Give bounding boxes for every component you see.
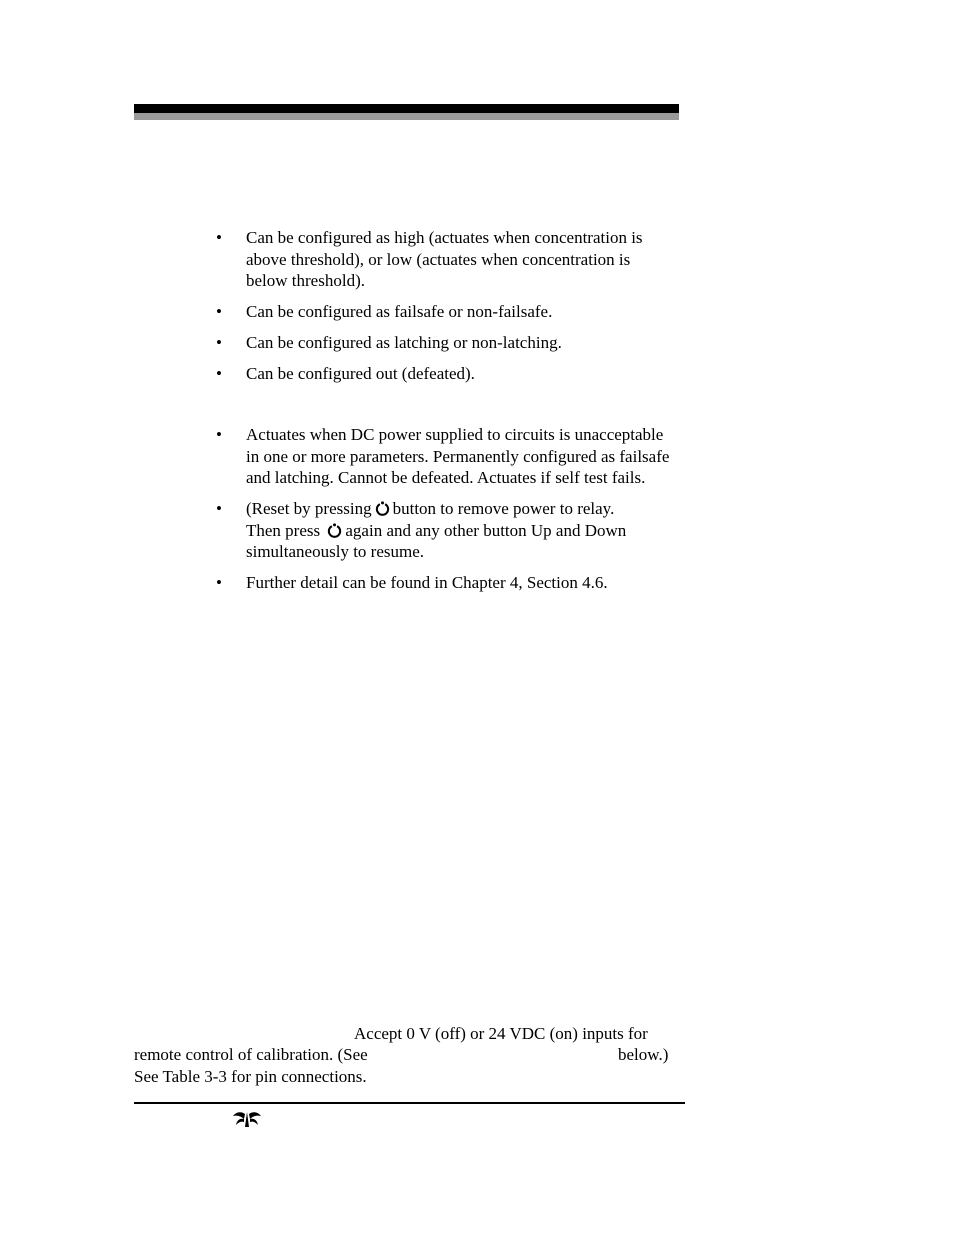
bullet: •	[216, 499, 222, 518]
remote-cal-line-2-start: remote control of calibration. (See	[134, 1045, 368, 1064]
list-item	[216, 301, 676, 323]
footer-rule	[134, 1102, 685, 1104]
list-item-text: Further detail can be found in Chapter 4, Section 4.6.	[246, 573, 608, 592]
reset-text-1: (Reset by pressing	[246, 499, 372, 518]
list-item	[216, 572, 676, 594]
list-item	[216, 332, 676, 354]
bullet: •	[216, 573, 222, 592]
remote-cal-line-3: See Table 3-3 for pin connections.	[134, 1067, 367, 1086]
bullet: •	[216, 302, 222, 321]
list-item-text: Can be configured as latching or non-latching.	[246, 333, 562, 352]
power-icon	[375, 501, 390, 516]
remote-cal-line-1: Accept 0 V (off) or 24 VDC (on) inputs for	[354, 1024, 648, 1043]
reset-text-3: Then press	[246, 520, 321, 540]
remote-cal-line-2-end: below.)	[618, 1045, 669, 1064]
reset-text-5: simultaneously to resume.	[246, 542, 425, 561]
list-item	[216, 227, 676, 292]
power-icon	[327, 523, 342, 538]
bullet: •	[216, 425, 222, 444]
teledyne-logo-icon	[232, 1109, 262, 1129]
list-item-text: Can be configured out (defeated).	[246, 364, 475, 383]
header-rule-gray	[134, 113, 679, 120]
bullet: •	[216, 364, 222, 383]
list-item	[216, 424, 676, 489]
bullet: •	[216, 333, 222, 352]
list-item	[216, 363, 676, 385]
list-item-text: Can be configured as high (actuates when concentration is above threshold), or low (actuates when concentration is below threshold).	[246, 228, 643, 290]
reset-text-2: button to remove power to relay.	[392, 499, 615, 518]
list-item-text: Actuates when DC power supplied to circuits is unacceptable in one or more parameters. Permanently configured as failsafe and latching. Cannot be defeated. Actuates if self test fails.	[246, 425, 670, 487]
reset-text-4: again and any other button Up and Down	[345, 520, 627, 540]
system-alarm-list	[216, 424, 676, 603]
alarm-relay-list	[216, 227, 676, 394]
bullet: •	[216, 228, 222, 247]
list-item-reset	[216, 498, 676, 563]
list-item-text: Can be configured as failsafe or non-failsafe.	[246, 302, 553, 321]
header-rule-black	[134, 104, 679, 113]
